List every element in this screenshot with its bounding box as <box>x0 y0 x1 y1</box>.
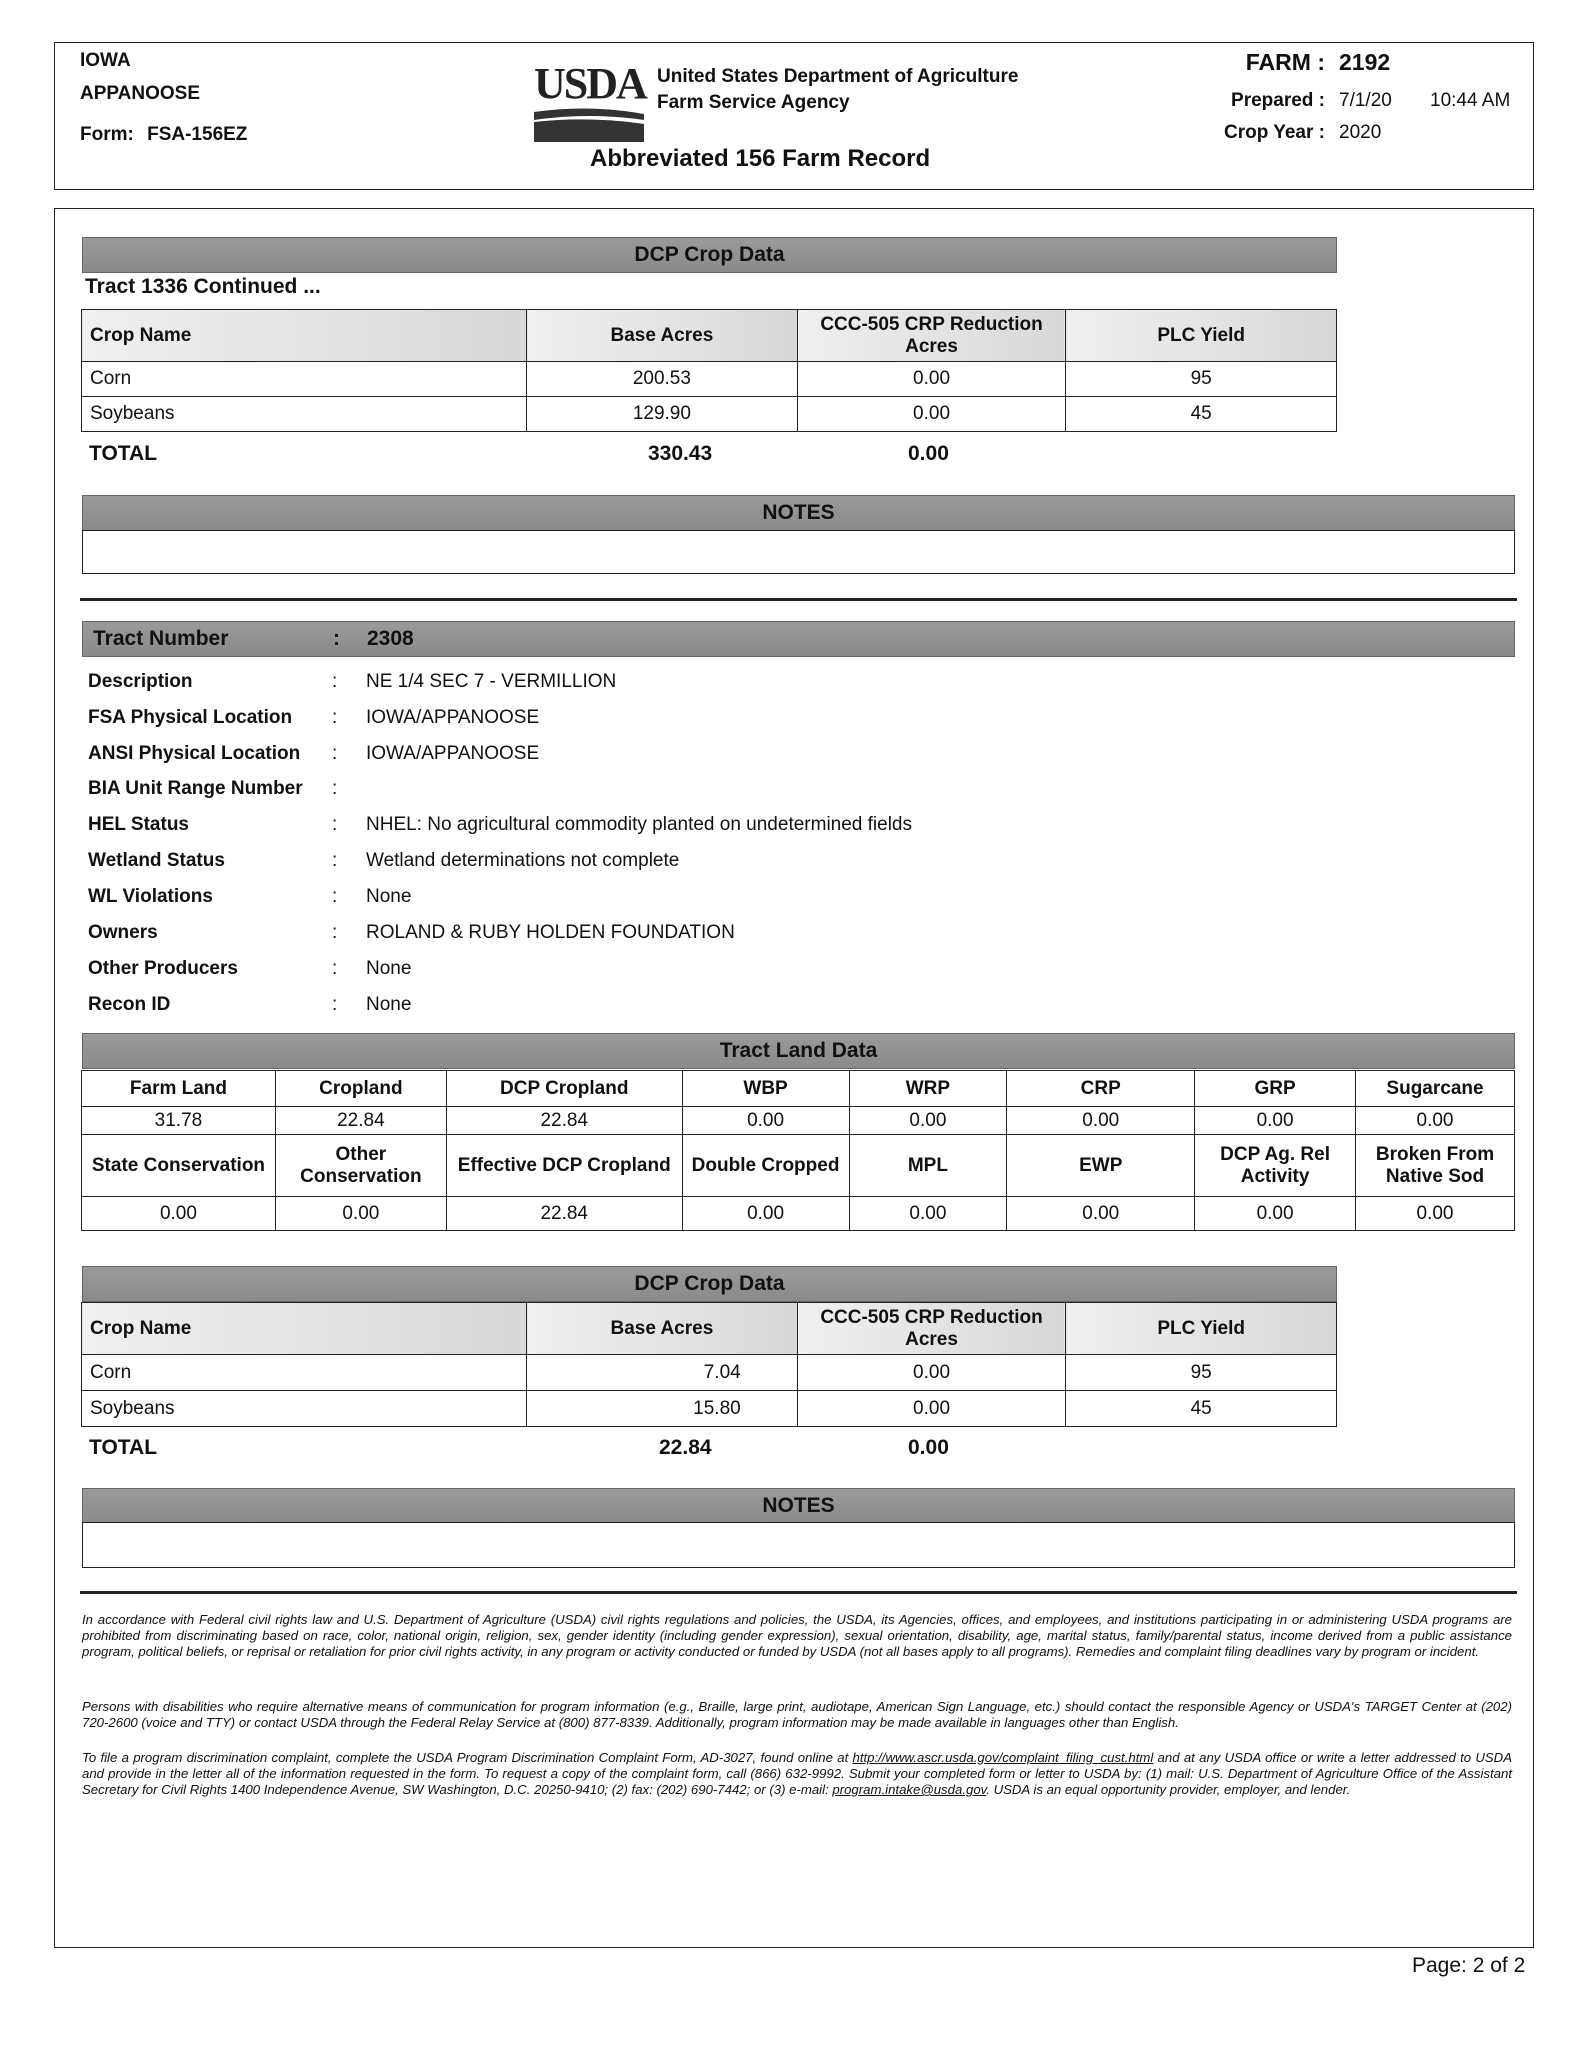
table-row <box>82 1355 1337 1391</box>
dcp-crop-table-1 <box>81 309 1337 432</box>
notes-bar-2: NOTES <box>82 1488 1515 1524</box>
field-colon: : <box>332 922 338 943</box>
total-base-2: 22.84 <box>659 1436 712 1459</box>
complaint-form-link[interactable]: http://www.ascr.usda.gov/complaint_filing_cust.html <box>852 1750 1154 1765</box>
plc-cell: 45 <box>1066 397 1337 432</box>
col-wbp: WBP <box>682 1071 849 1107</box>
farm-number: 2192 <box>1339 49 1391 75</box>
land-value-cell: 22.84 <box>446 1107 682 1135</box>
notes-bar-1: NOTES <box>82 495 1515 531</box>
col-dcp-ag-rel-activity: DCP Ag. Rel Activity <box>1195 1135 1356 1197</box>
complaint-text-b: and at any USDA office or write a letter addressed to USDA and provide in the letter all of the information requested in the form. To request a copy of the complaint form, call (866) 632-9992. Submit your completed form or letter to USDA by: (1) mail: U.S. Department of Agriculture Office of the Assistant Secretary for Civil Rights 1400 Independence Avenue, SW Washington, D.C. 20250-9410; (2) fax: (202) 690-7442; or (3) e-mail: <box>82 1750 1512 1797</box>
state-name: IOWA <box>80 50 131 71</box>
field-value-wetland-status: Wetland determinations not complete <box>366 850 680 871</box>
col-broken-from-native-sod: Broken From Native Sod <box>1356 1135 1515 1197</box>
field-colon: : <box>332 707 338 728</box>
field-value-owners: ROLAND & RUBY HOLDEN FOUNDATION <box>366 922 735 943</box>
land-value-cell: 0.00 <box>1007 1107 1195 1135</box>
disclaimer-divider <box>80 1591 1517 1594</box>
land-header-row-1 <box>82 1071 1515 1107</box>
agency-line2: Farm Service Agency <box>657 92 850 113</box>
complaint-statement <box>82 1750 1512 1798</box>
land-value-cell: 0.00 <box>682 1197 849 1231</box>
county-name: APPANOOSE <box>80 83 201 104</box>
page-number: Page: 2 of 2 <box>1412 1954 1526 1977</box>
field-label-fsa-location: FSA Physical Location <box>88 707 293 728</box>
usda-logo-swoosh <box>534 106 644 142</box>
land-value-cell: 0.00 <box>849 1107 1007 1135</box>
col-effective-dcp-cropland: Effective DCP Cropland <box>446 1135 682 1197</box>
total-ccc-1: 0.00 <box>908 442 949 465</box>
col-base-acres: Base Acres <box>527 310 798 362</box>
col-cropland: Cropland <box>275 1071 446 1107</box>
col-crop-name: Crop Name <box>82 1303 527 1355</box>
col-other-conservation: Other Conservation <box>275 1135 446 1197</box>
col-ccc-505: CCC-505 CRP Reduction Acres <box>797 1303 1066 1355</box>
ccc-cell: 0.00 <box>797 397 1066 432</box>
dcp-crop-data-bar-2: DCP Crop Data <box>82 1266 1337 1302</box>
land-value-cell: 0.00 <box>1195 1107 1356 1135</box>
col-plc-yield: PLC Yield <box>1066 1303 1337 1355</box>
land-value-row-1 <box>82 1107 1515 1135</box>
crop-name-cell: Corn <box>82 362 527 397</box>
record-title: Abbreviated 156 Farm Record <box>590 145 931 172</box>
land-value-cell: 0.00 <box>275 1197 446 1231</box>
usda-logo <box>534 59 646 142</box>
section-divider <box>80 598 1517 601</box>
field-value-description: NE 1/4 SEC 7 - VERMILLION <box>366 671 617 692</box>
field-label-bia-unit: BIA Unit Range Number <box>88 778 303 799</box>
total-ccc-2: 0.00 <box>908 1436 949 1459</box>
field-colon: : <box>332 743 338 764</box>
field-colon: : <box>332 958 338 979</box>
ccc-cell: 0.00 <box>797 1355 1066 1391</box>
col-crop-name: Crop Name <box>82 310 527 362</box>
col-double-cropped: Double Cropped <box>682 1135 849 1197</box>
agency-line1: United States Department of Agriculture <box>657 66 1019 87</box>
disability-statement: Persons with disabilities who require alternative means of communication for program information (e.g., Braille, large print, audiotape, American Sign Language, etc.) should contact the responsible Agency or USDA's TARGET Center at (202) 720-2600 (voice and TTY) or contact USDA through the Federal Relay Service at (800) 877-8339. Additionally, program information may be made available in languages other than English. <box>82 1699 1512 1730</box>
field-colon: : <box>332 778 338 799</box>
field-colon: : <box>332 886 338 907</box>
base-acres-cell: 7.04 <box>527 1355 798 1391</box>
base-acres-cell: 200.53 <box>527 362 798 397</box>
prepared-label: Prepared : <box>1231 90 1325 111</box>
field-colon: : <box>332 994 338 1015</box>
civil-rights-statement: In accordance with Federal civil rights law and U.S. Department of Agriculture (USDA) civil rights regulations and policies, the USDA, its Agencies, offices, and employees, and institutions participating in or administering USDA programs are prohibited from discriminating based on race, color, national origin, religion, sex, gender identity (including gender expression), sexual orientation, disability, age, marital status, family/parental status, income derived from a public assistance program, political beliefs, or reprisal or retaliation for prior civil rights activity, in any program or activity conducted or funded by USDA (not all bases apply to all programs). Remedies and complaint filing deadlines vary by program or incident. <box>82 1612 1512 1659</box>
form-label: Form: <box>80 124 134 145</box>
tract-number-bar <box>82 621 1515 657</box>
col-ccc-505: CCC-505 CRP Reduction Acres <box>797 310 1066 362</box>
field-label-ansi-location: ANSI Physical Location <box>88 743 301 764</box>
field-value-ansi-location: IOWA/APPANOOSE <box>366 743 540 764</box>
field-label-other-producers: Other Producers <box>88 958 238 979</box>
prepared-time: 10:44 AM <box>1430 90 1511 111</box>
col-wrp: WRP <box>849 1071 1007 1107</box>
crop-name-cell: Soybeans <box>82 1391 527 1427</box>
total-label-1: TOTAL <box>89 442 158 465</box>
usda-logo-text: USDA <box>534 59 646 108</box>
land-value-cell: 0.00 <box>849 1197 1007 1231</box>
notes-box-2 <box>82 1522 1515 1568</box>
field-label-description: Description <box>88 671 193 692</box>
col-grp: GRP <box>1195 1071 1356 1107</box>
table-row <box>82 1391 1337 1427</box>
base-acres-cell: 129.90 <box>527 397 798 432</box>
field-colon: : <box>332 850 338 871</box>
tract-land-data-bar: Tract Land Data <box>82 1033 1515 1069</box>
col-plc-yield: PLC Yield <box>1066 310 1337 362</box>
col-state-conservation: State Conservation <box>82 1135 276 1197</box>
table-header-row <box>82 1303 1337 1355</box>
table-row <box>82 397 1337 432</box>
field-label-owners: Owners <box>88 922 158 943</box>
dcp-crop-data-bar-1: DCP Crop Data <box>82 237 1337 273</box>
program-intake-email-link[interactable]: program.intake@usda.gov <box>832 1782 987 1797</box>
col-dcp-cropland: DCP Cropland <box>446 1071 682 1107</box>
tract-number-colon: : <box>333 627 340 650</box>
form-value: FSA-156EZ <box>147 124 248 145</box>
land-value-cell: 0.00 <box>682 1107 849 1135</box>
field-value-recon-id: None <box>366 994 412 1015</box>
prepared-date: 7/1/20 <box>1339 90 1392 111</box>
ccc-cell: 0.00 <box>797 362 1066 397</box>
land-value-cell: 0.00 <box>82 1197 276 1231</box>
field-label-hel-status: HEL Status <box>88 814 190 835</box>
plc-cell: 95 <box>1066 362 1337 397</box>
land-value-cell: 22.84 <box>275 1107 446 1135</box>
field-label-wetland-status: Wetland Status <box>88 850 225 871</box>
col-crp: CRP <box>1007 1071 1195 1107</box>
complaint-text-a: To file a program discrimination complaint, complete the USDA Program Discrimination Complaint Form, AD-3027, found online at <box>82 1750 853 1765</box>
field-value-other-producers: None <box>366 958 412 979</box>
land-value-cell: 0.00 <box>1356 1107 1515 1135</box>
land-value-cell: 22.84 <box>446 1197 682 1231</box>
col-ewp: EWP <box>1007 1135 1195 1197</box>
plc-cell: 95 <box>1066 1355 1337 1391</box>
field-value-fsa-location: IOWA/APPANOOSE <box>366 707 540 728</box>
crop-name-cell: Soybeans <box>82 397 527 432</box>
total-label-2: TOTAL <box>89 1436 158 1459</box>
col-farm-land: Farm Land <box>82 1071 276 1107</box>
col-sugarcane: Sugarcane <box>1356 1071 1515 1107</box>
land-value-cell: 31.78 <box>82 1107 276 1135</box>
complaint-text-c: . USDA is an equal opportunity provider, employer, and lender. <box>986 1782 1351 1797</box>
land-value-cell: 0.00 <box>1007 1197 1195 1231</box>
ccc-cell: 0.00 <box>797 1391 1066 1427</box>
crop-year-label: Crop Year : <box>1223 122 1325 143</box>
col-mpl: MPL <box>849 1135 1007 1197</box>
farm-label: FARM : <box>1245 49 1325 75</box>
table-header-row <box>82 310 1337 362</box>
crop-year-value: 2020 <box>1339 122 1382 143</box>
col-base-acres: Base Acres <box>527 1303 798 1355</box>
land-value-cell: 0.00 <box>1356 1197 1515 1231</box>
base-acres-cell: 15.80 <box>527 1391 798 1427</box>
field-colon: : <box>332 671 338 692</box>
tract-continued-heading: Tract 1336 Continued ... <box>85 275 321 298</box>
field-value-wl-violations: None <box>366 886 412 907</box>
field-colon: : <box>332 814 338 835</box>
field-value-hel-status: NHEL: No agricultural commodity planted on undetermined fields <box>366 814 912 835</box>
land-value-row-2 <box>82 1197 1515 1231</box>
tract-number-label: Tract Number <box>93 627 229 650</box>
total-base-1: 330.43 <box>648 442 713 465</box>
crop-name-cell: Corn <box>82 1355 527 1391</box>
tract-number-value: 2308 <box>367 627 414 650</box>
table-row <box>82 362 1337 397</box>
land-value-cell: 0.00 <box>1195 1197 1356 1231</box>
form-number <box>80 124 247 146</box>
land-header-row-2 <box>82 1135 1515 1197</box>
plc-cell: 45 <box>1066 1391 1337 1427</box>
field-label-wl-violations: WL Violations <box>88 886 213 907</box>
tract-land-data-table <box>81 1070 1515 1231</box>
field-label-recon-id: Recon ID <box>88 994 171 1015</box>
dcp-crop-table-2 <box>81 1302 1337 1427</box>
notes-box-1 <box>82 530 1515 574</box>
